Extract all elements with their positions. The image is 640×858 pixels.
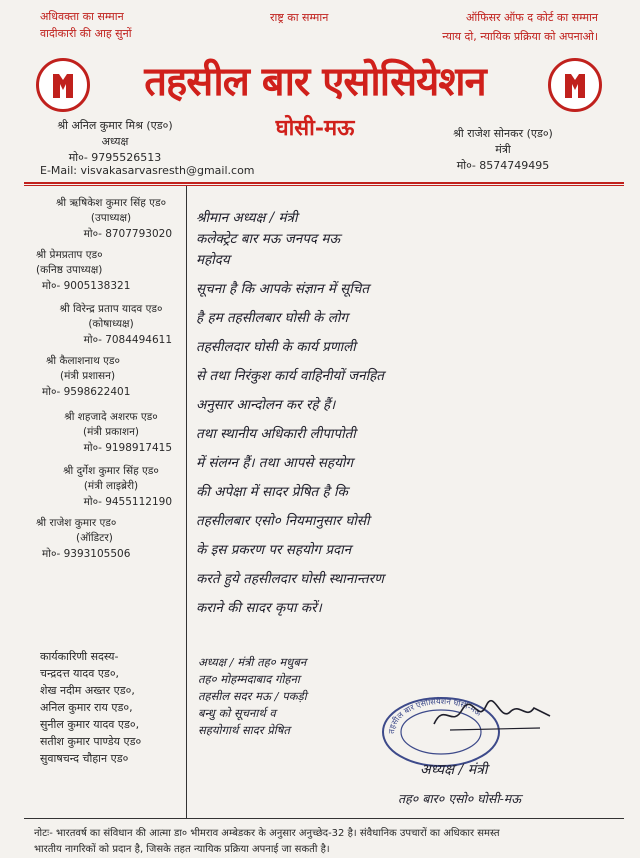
footer-line: भारतीय नागरिकों को प्रदान है, जिसके तहत न्यायिक प्रक्रिया अपनाई जा सकती है। [34,844,330,855]
president-role: अध्यक्ष [101,135,129,148]
member-role: (मंत्री प्रकाशन) [82,426,140,438]
letter-line: है हम तहसीलबार घोसी के लोग [196,310,348,326]
letter-line: से तथा निरंकुश कार्य वाहिनीयों जनहित [196,368,385,384]
footer-divider [24,818,624,819]
letterhead-title: तहसील बार एसोसियेशन [144,58,486,105]
executive-heading: कार्यकारिणी सदस्य- [40,650,119,663]
member-phone: मो०- 8707793020 [83,228,172,240]
letter-line: की अपेक्षा में सादर प्रेषित है कि [196,484,348,500]
secretary-block [428,126,578,174]
member-name: श्री दुर्गेश कुमार सिंह एड० [63,465,159,477]
motto-right [442,8,598,46]
header-divider [24,182,624,184]
motto-center: राष्ट्र का सम्मान [270,11,329,24]
member-phone: मो०- 9598622401 [42,386,131,398]
letter-line: सूचना है कि आपके संज्ञान में सूचित [196,281,370,297]
copy-to-line: तहसील सदर मऊ / पकड़ी [198,689,307,703]
letter-line: अनुसार आन्दोलन कर रहे हैं। [196,397,336,413]
member-name: श्री कैलाशनाथ एड० [46,355,121,367]
secretary-phone: मो०- 8574749495 [456,159,550,172]
executive-member: चन्द्रदत्त यादव एड०, [40,667,120,680]
signature-role: अध्यक्ष / मंत्री [420,762,488,778]
president-phone: मो०- 9795526513 [68,151,162,164]
advocate-emblem-left-icon [36,58,90,112]
letter-line: श्रीमान अध्यक्ष / मंत्री [196,210,298,226]
letter-line: कलेक्ट्रेट बार मऊ जनपद मऊ [196,231,341,247]
member-entry [36,516,186,562]
member-name: श्री शहजादे अशरफ एड० [64,411,158,423]
motto-left [40,8,132,42]
motto-right-line-1: ऑफिसर ऑफ द कोर्ट का सम्मान [466,11,598,24]
member-entry [36,464,186,510]
letter-body [196,204,636,623]
member-role: (कोषाध्यक्ष) [88,318,134,330]
member-role: (उपाध्यक्ष) [90,212,132,224]
member-phone: मो०- 9393105506 [42,548,131,560]
copy-to-block [198,654,307,739]
stamp-text: तहसील बार एसोसियेशन घोसी-मऊ [386,696,484,735]
member-entry [36,354,186,400]
letter-line: के इस प्रकरण पर सहयोग प्रदान [196,542,352,558]
member-role: (ऑडिटर) [76,532,113,544]
office-bearers-list [36,196,186,568]
handwritten-signature [430,694,560,736]
member-phone: मो०- 9005138321 [42,280,131,292]
letter-line: कराने की सादर कृपा करें। [196,600,322,616]
motto-left-line-1: अधिवक्ता का सम्मान [40,10,124,23]
column-divider [186,186,187,818]
president-block [55,118,175,166]
executive-member: सुवाषचन्द चौहान एड० [40,752,129,765]
member-entry [36,410,186,456]
member-name: श्री विरेन्द्र प्रताप यादव एड० [59,303,163,315]
member-name: श्री राजेश कुमार एड० [36,517,117,529]
advocate-emblem-right-icon [548,58,602,112]
signature-org: तह० बार० एसो० घोसी-मऊ [398,791,522,806]
member-role: (कनिष्ठ उपाध्यक्ष) [36,264,103,276]
header-divider-thin [24,185,624,186]
member-role: (मंत्री लाइब्रेरी) [83,480,139,492]
member-entry [36,196,186,242]
letter-line: करते हुये तहसीलदार घोसी स्थानान्तरण [196,571,384,587]
secretary-name: श्री राजेश सोनकर (एड०) [453,127,553,140]
motto-left-line-2: वादीकारी की आह सुनों [40,27,132,40]
letterhead-subtitle: घोसी-मऊ [275,115,355,141]
letter-line: तहसीलदार घोसी के कार्य प्रणाली [196,339,356,355]
motto-right-line-2: न्याय दो, न्यायिक प्रक्रिया को अपनाओ। [442,30,598,43]
copy-to-line: बन्धु को सूचनार्थ व [198,706,276,720]
copy-to-line: तह० मोहम्मदाबाद गोहना [198,672,300,686]
member-phone: मो०- 9198917415 [83,442,172,454]
member-entry [36,248,186,294]
member-entry [36,302,186,348]
member-role: (मंत्री प्रशासन) [60,370,116,382]
copy-to-line: सहयोगार्थ सादर प्रेषित [198,723,290,737]
executive-member: सतीश कुमार पाण्डेय एड० [40,735,142,748]
footer-line: नोटः- भारतवर्ष का संविधान की आत्मा डा० भीमराव अम्बेडकर के अनुसार अनुच्छेद-32 है। संवैधानिक उपचारों का अधिकार समस्त [34,828,500,839]
member-phone: मो०- 7084494611 [83,334,172,346]
member-name: श्री प्रेमप्रताप एड० [36,249,103,261]
president-name: श्री अनिल कुमार मिश्र (एड०) [57,119,173,132]
member-name: श्री ऋषिकेश कुमार सिंह एड० [55,197,167,209]
letter-line: में संलग्न हैं। तथा आपसे सहयोग [196,455,354,471]
letter-line: महोदय [196,252,230,268]
letter-line: तहसीलबार एसो० नियमानुसार घोसी [196,513,370,529]
executive-member: शेख नदीम अख्तर एड०, [40,684,135,697]
executive-member: अनिल कुमार राय एड०, [40,701,133,714]
footer-note [34,826,634,858]
secretary-role: मंत्री [495,143,511,156]
member-phone: मो०- 9455112190 [83,496,172,508]
executive-members [40,648,141,767]
email-address: E-Mail: visvakasarvasresth@gmail.com [40,164,255,177]
copy-to-line: अध्यक्ष / मंत्री तह० मधुबन [198,655,307,669]
executive-member: सुनील कुमार यादव एड०, [40,718,140,731]
letter-line: तथा स्थानीय अधिकारी लीपापोती [196,426,356,442]
